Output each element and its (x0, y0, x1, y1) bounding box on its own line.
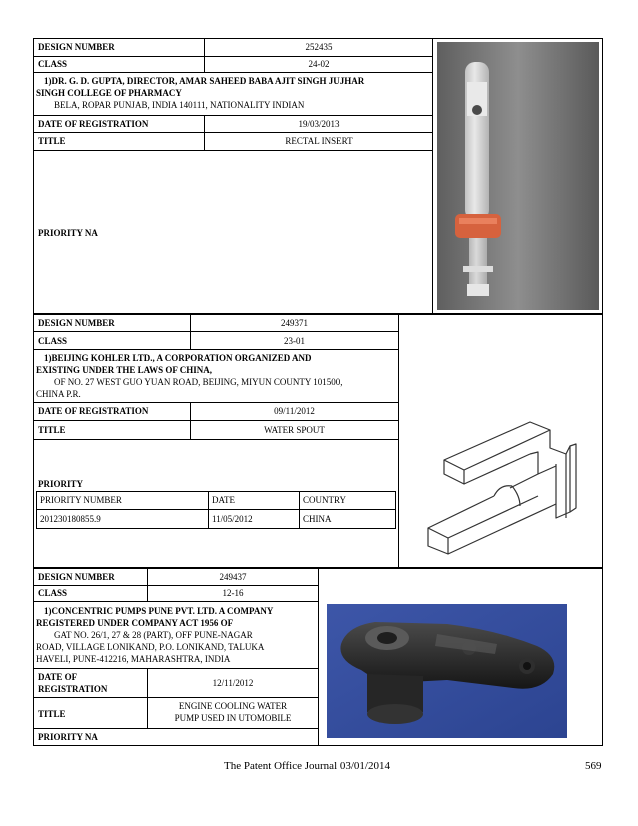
class-value: 12-16 (222, 588, 244, 598)
priority-date-cell: 11/05/2012 (212, 514, 253, 524)
date-value: 09/11/2012 (274, 406, 315, 416)
priority-table-col (299, 491, 300, 529)
date-label: DATE OF REGISTRATION (38, 119, 149, 129)
entry-2-divider (398, 314, 399, 568)
design-number-value: 249437 (219, 572, 247, 582)
address-line: ROAD, VILLAGE LONIKAND, P.O. LONIKAND, TALUKA (36, 642, 265, 652)
entry-1-row-line (33, 72, 433, 73)
water-pump-image (327, 604, 567, 738)
priority-table-col (208, 491, 209, 529)
design-number-label: DESIGN NUMBER (38, 42, 115, 52)
page-number: 569 (585, 760, 602, 772)
entry-2-row-line (33, 439, 399, 440)
address-line: GAT NO. 26/1, 27 & 28 (PART), OFF PUNE-NAGAR (54, 630, 253, 640)
title-value: WATER SPOUT (264, 425, 325, 435)
title-label: TITLE (38, 136, 66, 146)
priority-table-line (36, 509, 396, 510)
design-number-label: DESIGN NUMBER (38, 572, 115, 582)
applicant-line: SINGH COLLEGE OF PHARMACY (36, 88, 182, 98)
entry-3-row-line (33, 601, 319, 602)
entry-2-row-line (33, 349, 399, 350)
title-label: TITLE (38, 425, 66, 435)
design-number-label: DESIGN NUMBER (38, 318, 115, 328)
date-label: REGISTRATION (38, 684, 108, 694)
entry-1-divider (432, 38, 433, 314)
priority-country-cell: CHINA (303, 514, 332, 524)
class-label: CLASS (38, 588, 68, 598)
entry-3-row-line (33, 697, 319, 698)
entry-3-row-line (33, 668, 319, 669)
date-label: DATE OF REGISTRATION (38, 406, 149, 416)
title-label: TITLE (38, 709, 66, 719)
priority-country-header: COUNTRY (303, 495, 347, 505)
entry-1-row-line (33, 150, 433, 151)
entry-3-row-line (33, 728, 319, 729)
applicant-line: REGISTERED UNDER COMPANY ACT 1956 OF (36, 618, 234, 628)
date-value: 19/03/2013 (298, 119, 340, 129)
address-line: OF NO. 27 WEST GUO YUAN ROAD, BEIJING, MIYUN COUNTY 101500, (54, 377, 343, 387)
title-value: PUMP USED IN UTOMOBILE (174, 713, 292, 723)
applicant-line: 1)DR. G. D. GUPTA, DIRECTOR, AMAR SAHEED BABA AJIT SINGH JUJHAR (44, 76, 365, 86)
entry-2-row-line (33, 402, 399, 403)
class-value: 24-02 (308, 59, 330, 69)
priority-number-cell: 201230180855.9 (40, 514, 101, 524)
class-label: CLASS (38, 59, 68, 69)
priority-number-header: PRIORITY NUMBER (40, 495, 122, 505)
address-line: HAVELI, PUNE-412216, MAHARASHTRA, INDIA (36, 654, 231, 664)
class-label: CLASS (38, 336, 68, 346)
address-line: CHINA P.R. (36, 389, 81, 399)
title-value: RECTAL INSERT (285, 136, 353, 146)
priority-date-header: DATE (212, 495, 235, 505)
entry-1-row-line (33, 132, 433, 133)
address-line: BELA, ROPAR PUNJAB, INDIA 140111, NATIONALITY INDIAN (54, 100, 305, 110)
title-value: ENGINE COOLING WATER (178, 701, 288, 711)
applicant-line: EXISTING UNDER THE LAWS OF CHINA, (36, 365, 213, 375)
priority-label: PRIORITY NA (38, 228, 98, 238)
water-spout-drawing (408, 400, 596, 560)
design-number-value: 252435 (305, 42, 333, 52)
entry-2-row-line (33, 331, 399, 332)
priority-label: PRIORITY NA (38, 732, 98, 742)
rectal-insert-image (437, 42, 599, 310)
entry-1-row-line (33, 115, 433, 116)
entry-2-row-line (33, 420, 399, 421)
entry-1-row-line (33, 56, 433, 57)
entry-3-divider (318, 568, 319, 746)
class-value: 23-01 (284, 336, 305, 346)
priority-label: PRIORITY (38, 479, 84, 489)
applicant-line: 1)BEIJING KOHLER LTD., A CORPORATION ORGANIZED AND (44, 353, 312, 363)
entry-3-row-line (33, 585, 319, 586)
date-label: DATE OF (38, 672, 78, 682)
applicant-line: 1)CONCENTRIC PUMPS PUNE PVT. LTD. A COMPANY (44, 606, 274, 616)
journal-footer: The Patent Office Journal 03/01/2014 (224, 760, 390, 772)
design-number-value: 249371 (281, 318, 308, 328)
date-value: 12/11/2012 (212, 678, 254, 688)
